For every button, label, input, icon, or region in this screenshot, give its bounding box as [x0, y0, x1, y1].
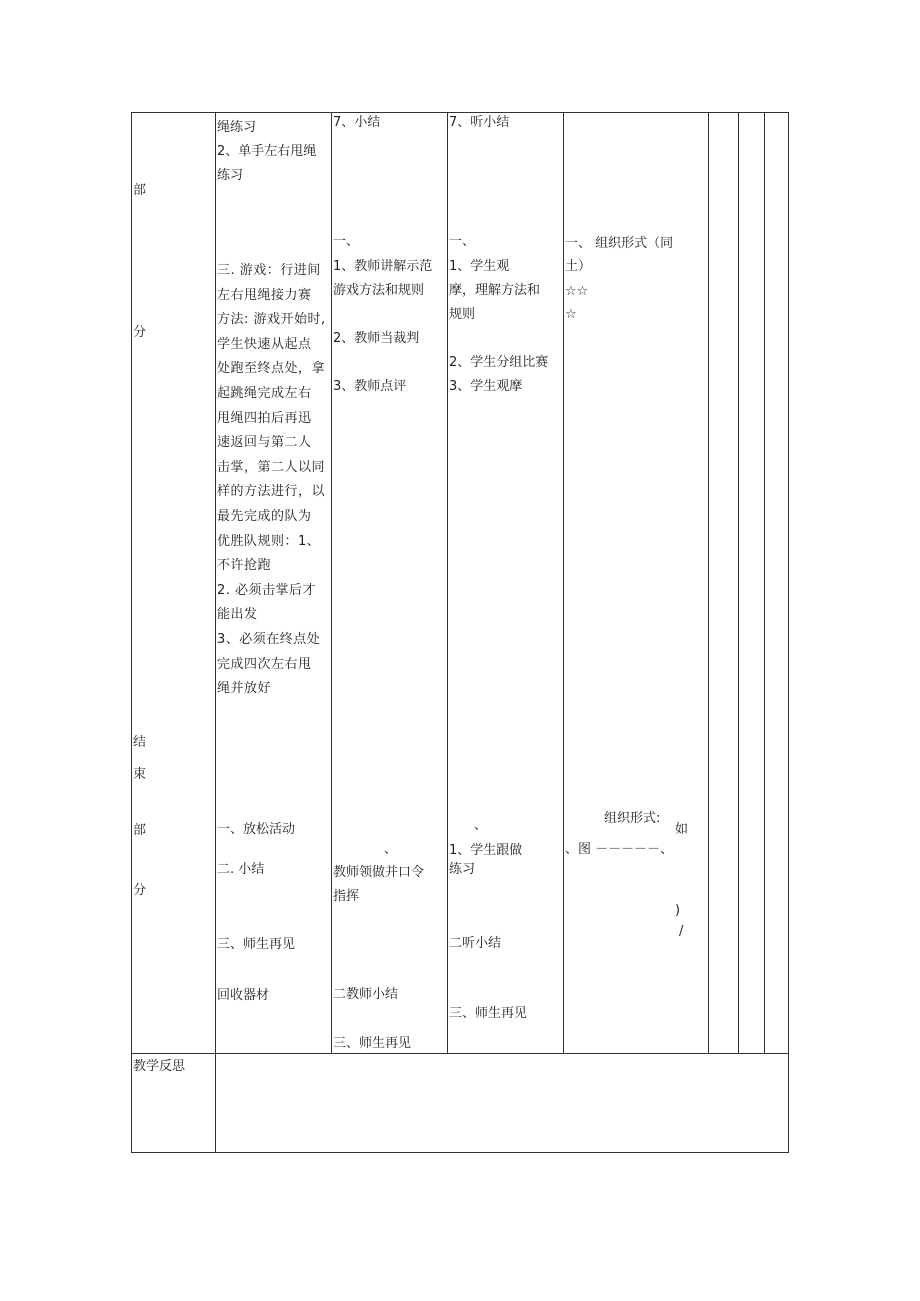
content-line: 练习 — [217, 168, 244, 183]
student-line: 3、学生观摩 — [449, 379, 523, 394]
org-line: 组织形式: — [604, 811, 661, 826]
formation-diagram-text: 、图 －－－－－、 — [565, 842, 674, 857]
table-top-border — [131, 112, 789, 113]
content-line: 一、放松活动 — [217, 822, 296, 837]
table-bottom-border — [131, 1152, 789, 1153]
org-line: 一、 组织形式（同 — [565, 236, 674, 251]
teacher-line: 教师领做并口令 — [333, 865, 425, 880]
reflection-top-border — [131, 1053, 789, 1054]
game-line: 处跑至终点处，拿 — [217, 361, 326, 377]
game-line: 优胜队规则：1、 — [217, 533, 321, 549]
teacher-line: 一、 — [333, 234, 360, 249]
teacher-line: 2、教师当裁判 — [333, 331, 420, 346]
teacher-line: 三、师生再见 — [333, 1036, 412, 1051]
content-line: 三、师生再见 — [217, 937, 296, 952]
game-line: 2. 必须击掌后才 — [217, 582, 317, 598]
game-line: 方法: 游戏开始时, — [217, 312, 326, 328]
section-label-char: 部 — [133, 823, 147, 838]
game-line: 起跳绳完成左右 — [217, 385, 312, 401]
student-line: 、 — [474, 818, 488, 833]
section-label-char: 部 — [133, 183, 147, 198]
col3-divider — [331, 112, 332, 1054]
game-description — [217, 259, 326, 702]
game-line: 3、必须在终点处 — [217, 631, 321, 647]
content-line: 二. 小结 — [217, 862, 265, 877]
game-line: 能出发 — [217, 607, 258, 623]
student-line: 1、学生跟做 — [449, 843, 523, 858]
org-line: 如 — [675, 822, 689, 837]
section-label-char: 束 — [133, 767, 147, 782]
student-line: 7、听小结 — [449, 115, 510, 130]
formation-stars: ☆☆ — [565, 284, 589, 299]
student-line: 三、师生再见 — [449, 1006, 528, 1021]
game-line: 击掌，第二人以同 — [217, 459, 326, 475]
content-line: 2、单手左右甩绳 — [217, 144, 317, 159]
section-label-char: 分 — [133, 325, 147, 340]
col8-divider — [764, 112, 765, 1054]
teacher-line: 二教师小结 — [333, 987, 399, 1002]
game-line: 三. 游戏：行进间 — [217, 263, 321, 278]
game-line: 速返回与第二人 — [217, 435, 312, 451]
teacher-line: 指挥 — [333, 889, 360, 904]
game-line: 左右甩绳接力赛 — [217, 287, 312, 303]
game-line: 绳并放好 — [217, 681, 272, 697]
reflection-label: 教学反思 — [133, 1059, 186, 1074]
game-line: 完成四次左右甩 — [217, 656, 312, 672]
game-line: 最先完成的队为 — [217, 508, 312, 524]
col5-divider — [563, 112, 564, 1054]
col7-divider — [738, 112, 739, 1054]
table-right-border — [788, 112, 789, 1153]
table-left-border — [131, 112, 132, 1153]
section-label-char: 分 — [133, 883, 147, 898]
teacher-line: 1、教师讲解示范 — [333, 259, 433, 274]
teacher-line: 3、教师点评 — [333, 379, 407, 394]
formation-mark: ) — [675, 903, 681, 918]
game-line: 学生快速从起点 — [217, 336, 312, 352]
game-line: 样的方法进行，以 — [217, 484, 326, 500]
student-line: 一、 — [449, 234, 476, 249]
game-line: 不许抢跑 — [217, 558, 272, 574]
student-line: 2、学生分组比赛 — [449, 355, 549, 370]
col4-divider — [447, 112, 448, 1054]
col2-divider — [215, 112, 216, 1153]
org-line: 土） — [565, 259, 592, 274]
teacher-line: 、 — [384, 842, 398, 857]
teacher-line: 7、小结 — [333, 115, 381, 130]
game-line: 甩绳四拍后再迅 — [217, 410, 312, 426]
student-line: 二听小结 — [449, 936, 502, 951]
student-line: 规则 — [449, 307, 476, 322]
student-line: 练习 — [449, 862, 476, 877]
col6-divider — [708, 112, 709, 1054]
section-label-char: 结 — [133, 735, 147, 750]
formation-stars: ☆ — [565, 307, 577, 322]
student-line: 摩，理解方法和 — [449, 283, 541, 298]
formation-mark: / — [679, 924, 684, 939]
student-line: 1、学生观 — [449, 259, 510, 274]
content-line: 回收器材 — [217, 988, 270, 1003]
content-line: 绳练习 — [217, 120, 257, 135]
teacher-line: 游戏方法和规则 — [333, 283, 425, 298]
